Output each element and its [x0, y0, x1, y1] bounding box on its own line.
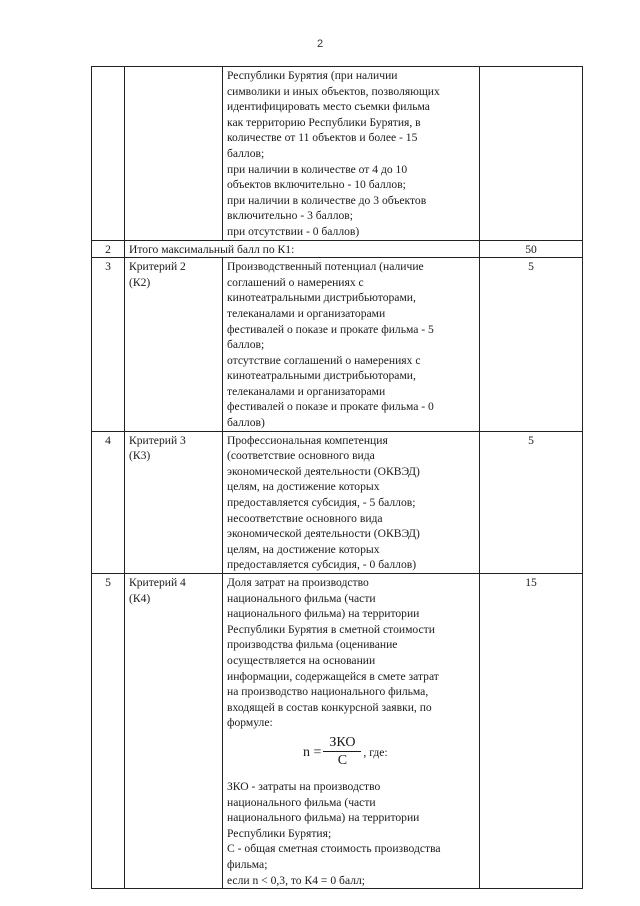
description-line: целям, на достижение которых [227, 542, 380, 556]
description-line: экономической деятельности (ОКВЭД) [227, 464, 420, 478]
total-label-cell: Итого максимальный балл по К1: [125, 240, 480, 258]
description-line: фильма; [227, 857, 268, 871]
description-line: входящей в состав конкурсной заявки, по [227, 700, 432, 714]
description-line: С - общая сметная стоимость производства [227, 842, 441, 856]
description-line: идентифицировать место съемки фильма [227, 100, 430, 114]
row-number-cell: 4 [92, 431, 125, 573]
table-row [92, 431, 583, 573]
description-line: телеканалами и организаторами [227, 306, 386, 320]
criteria-table [91, 66, 583, 889]
table-row [92, 67, 583, 241]
description-line: кинотеатральными дистрибьюторами, [227, 291, 416, 305]
description-line: национального фильма (части [227, 591, 376, 605]
criterion-code: (К3) [129, 449, 151, 463]
criterion-cell [125, 67, 223, 241]
formula-suffix: , где: [363, 745, 388, 759]
points-cell: 15 [480, 574, 583, 889]
description-cell [223, 574, 480, 889]
description-line: фестивалей о показе и прокате фильма - 0 [227, 400, 434, 414]
description-cell [223, 258, 480, 432]
description-line: символики и иных объектов, позволяющих [227, 84, 440, 98]
description-line: предоставляется субсидия, - 5 баллов; [227, 496, 416, 510]
description-line: включительно - 3 баллов; [227, 209, 353, 223]
row-number-cell [92, 67, 125, 241]
description-line: фестивалей о показе и прокате фильма - 5 [227, 322, 434, 336]
table-row [92, 574, 583, 889]
description-line: на производство национального фильма, [227, 685, 429, 699]
description-line: при отсутствии - 0 баллов) [227, 224, 360, 238]
description-line: баллов) [227, 416, 265, 430]
formula [227, 735, 475, 773]
formula-denominator: С [337, 752, 348, 768]
row-number-cell: 2 [92, 240, 125, 258]
formula-lhs: n = [303, 744, 322, 760]
table-row-total [92, 240, 583, 258]
description-line: Доля затрат на производство [227, 576, 369, 589]
description-line: количестве от 11 объектов и более - 15 [227, 131, 418, 145]
description-line: телеканалами и организаторами [227, 384, 386, 398]
description-line: баллов; [227, 146, 265, 160]
description-line: экономической деятельности (ОКВЭД) [227, 527, 420, 541]
description-line: объектов включительно - 10 баллов; [227, 178, 406, 192]
points-cell: 5 [480, 258, 583, 432]
description-line: целям, на достижение которых [227, 480, 380, 494]
description-line: при наличии в количестве от 4 до 10 [227, 162, 408, 176]
points-cell: 50 [480, 240, 583, 258]
points-cell: 5 [480, 431, 583, 573]
table-row [92, 258, 583, 432]
description-line: если n < 0,3, то К4 = 0 балл; [227, 873, 365, 887]
criterion-cell [125, 574, 223, 889]
description-line: национального фильма (части [227, 795, 376, 809]
row-number-cell: 5 [92, 574, 125, 889]
row-number-cell: 3 [92, 258, 125, 432]
description-line: национального фильма) на территории [227, 811, 420, 825]
description-line: национального фильма) на территории [227, 607, 420, 621]
description-line: Республики Бурятия; [227, 826, 332, 840]
formula-fraction [303, 735, 388, 770]
description-line: формуле: [227, 716, 273, 730]
description-line: Профессиональная компетенция [227, 433, 388, 447]
description-line: (соответствие основного вида [227, 449, 375, 463]
description-line: баллов; [227, 338, 265, 352]
criterion-cell [125, 431, 223, 573]
description-line: Производственный потенциал (наличие [227, 260, 424, 274]
description-line: информации, содержащейся в смете затрат [227, 669, 439, 683]
criterion-cell [125, 258, 223, 432]
description-line: Республики Бурятия (при наличии [227, 69, 398, 82]
description-line: отсутствие соглашений о намерениях с [227, 353, 421, 367]
description-line: при наличии в количестве до 3 объектов [227, 193, 427, 207]
criterion-name: Критерий 3 [129, 433, 186, 447]
criterion-name: Критерий 2 [129, 260, 186, 274]
criterion-code: (К2) [129, 275, 151, 289]
description-line: производства фильма (оценивание [227, 638, 398, 652]
description-line: кинотеатральными дистрибьюторами, [227, 369, 416, 383]
criterion-code: (К4) [129, 591, 151, 605]
description-line: ЗКО - затраты на производство [227, 779, 381, 793]
page-number: 2 [316, 38, 324, 50]
description-line: несоответствие основного вида [227, 511, 383, 525]
description-line: осуществляется на основании [227, 653, 376, 667]
description-line: как территорию Республики Бурятия, в [227, 115, 421, 129]
criterion-name: Критерий 4 [129, 576, 186, 589]
description-line: соглашений о намерениях с [227, 275, 364, 289]
description-cell [223, 431, 480, 573]
formula-numerator: ЗКО [329, 734, 356, 750]
description-line: предоставляется субсидия, - 0 баллов) [227, 558, 417, 572]
description-line: Республики Бурятия в сметной стоимости [227, 622, 435, 636]
description-cell [223, 67, 480, 241]
points-cell [480, 67, 583, 241]
